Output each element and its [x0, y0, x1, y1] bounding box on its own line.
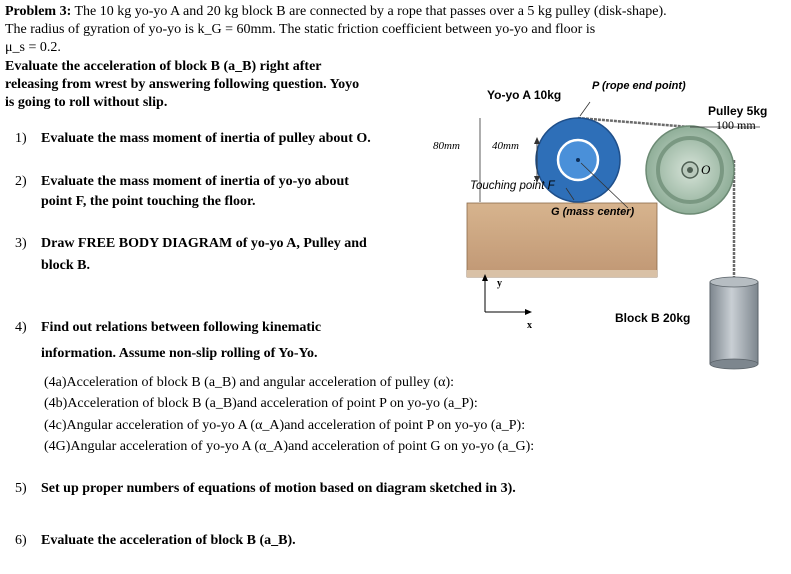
problem-line3: μ_s = 0.2. [5, 40, 61, 55]
block-b [710, 282, 758, 364]
q3-text-b: block B. [41, 258, 91, 273]
q4g-text: (4G)Angular acceleration of yo-yo A (α_A)and acceleration of point G on yo-yo (a_G): [44, 439, 535, 454]
ground-shadow [467, 270, 657, 277]
q4c-text: (4c)Angular acceleration of yo-yo A (α_A)and acceleration of point P on yo-yo (a_P): [44, 418, 526, 433]
q1-text: Evaluate the mass moment of inertia of pulley about O. [41, 131, 371, 146]
block-label: Block B 20kg [615, 311, 691, 325]
block-top [710, 277, 758, 287]
pulley-dim-label: 100 mm [716, 118, 756, 132]
q6-number: 6) [15, 533, 27, 548]
problem-label: Problem 3: [5, 4, 72, 19]
dim-40-arrow-top [534, 137, 540, 144]
axis-x-label: x [527, 320, 532, 331]
block-bottom [710, 359, 758, 369]
q2-number: 2) [15, 174, 27, 189]
axis-x-arrow [525, 309, 532, 315]
intro-line3: is going to roll without slip. [5, 95, 168, 110]
intro-line1: Evaluate the acceleration of block B (a_B) right after [5, 59, 322, 74]
dim-80-label: 80mm [433, 140, 460, 152]
yoyo-label: Yo-yo A 10kg [487, 88, 562, 102]
p-label: P (rope end point) [592, 80, 686, 92]
q4b-text: (4b)Acceleration of block B (a_B)and acceleration of point P on yo-yo (a_P): [44, 396, 478, 411]
q3-text-a: Draw FREE BODY DIAGRAM of yo-yo A, Pulley and [41, 236, 367, 251]
touch-label: Touching point F [470, 180, 555, 192]
q4-text-a: Find out relations between following kinematic [41, 320, 322, 335]
yoyo-center-g [576, 158, 580, 162]
q4a-text: (4a)Acceleration of block B (a_B) and angular acceleration of pulley (α): [44, 375, 455, 390]
pulley-axle [687, 167, 693, 173]
axis-y-label: y [497, 278, 502, 289]
problem-line1: The 10 kg yo-yo A and 20 kg block B are connected by a rope that passes over a 5 kg pulley (disk-shape). [74, 4, 667, 19]
q4-text-b: information. Assume non-slip rolling of Yo-Yo. [41, 346, 318, 361]
q2-text-b: point F, the point touching the floor. [41, 194, 256, 209]
problem-line2: The radius of gyration of yo-yo is k_G = 60mm. The static friction coefficient between yo-yo and floor is [5, 22, 596, 37]
q3-number: 3) [15, 236, 27, 251]
q5-text: Set up proper numbers of equations of motion based on diagram sketched in 3). [41, 481, 516, 496]
q1-number: 1) [15, 131, 27, 146]
o-label: O [701, 162, 711, 177]
g-label: G (mass center) [551, 206, 635, 218]
q4-number: 4) [15, 320, 27, 335]
intro-line2: releasing from wrest by answering following question. Yoyo [5, 77, 360, 92]
dim-40-label: 40mm [492, 140, 519, 152]
q5-number: 5) [15, 481, 27, 496]
q2-text-a: Evaluate the mass moment of inertia of yo-yo about [41, 174, 349, 189]
p-leader [580, 102, 590, 116]
pulley-label: Pulley 5kg [708, 104, 768, 118]
q6-text: Evaluate the acceleration of block B (a_B). [41, 533, 296, 548]
